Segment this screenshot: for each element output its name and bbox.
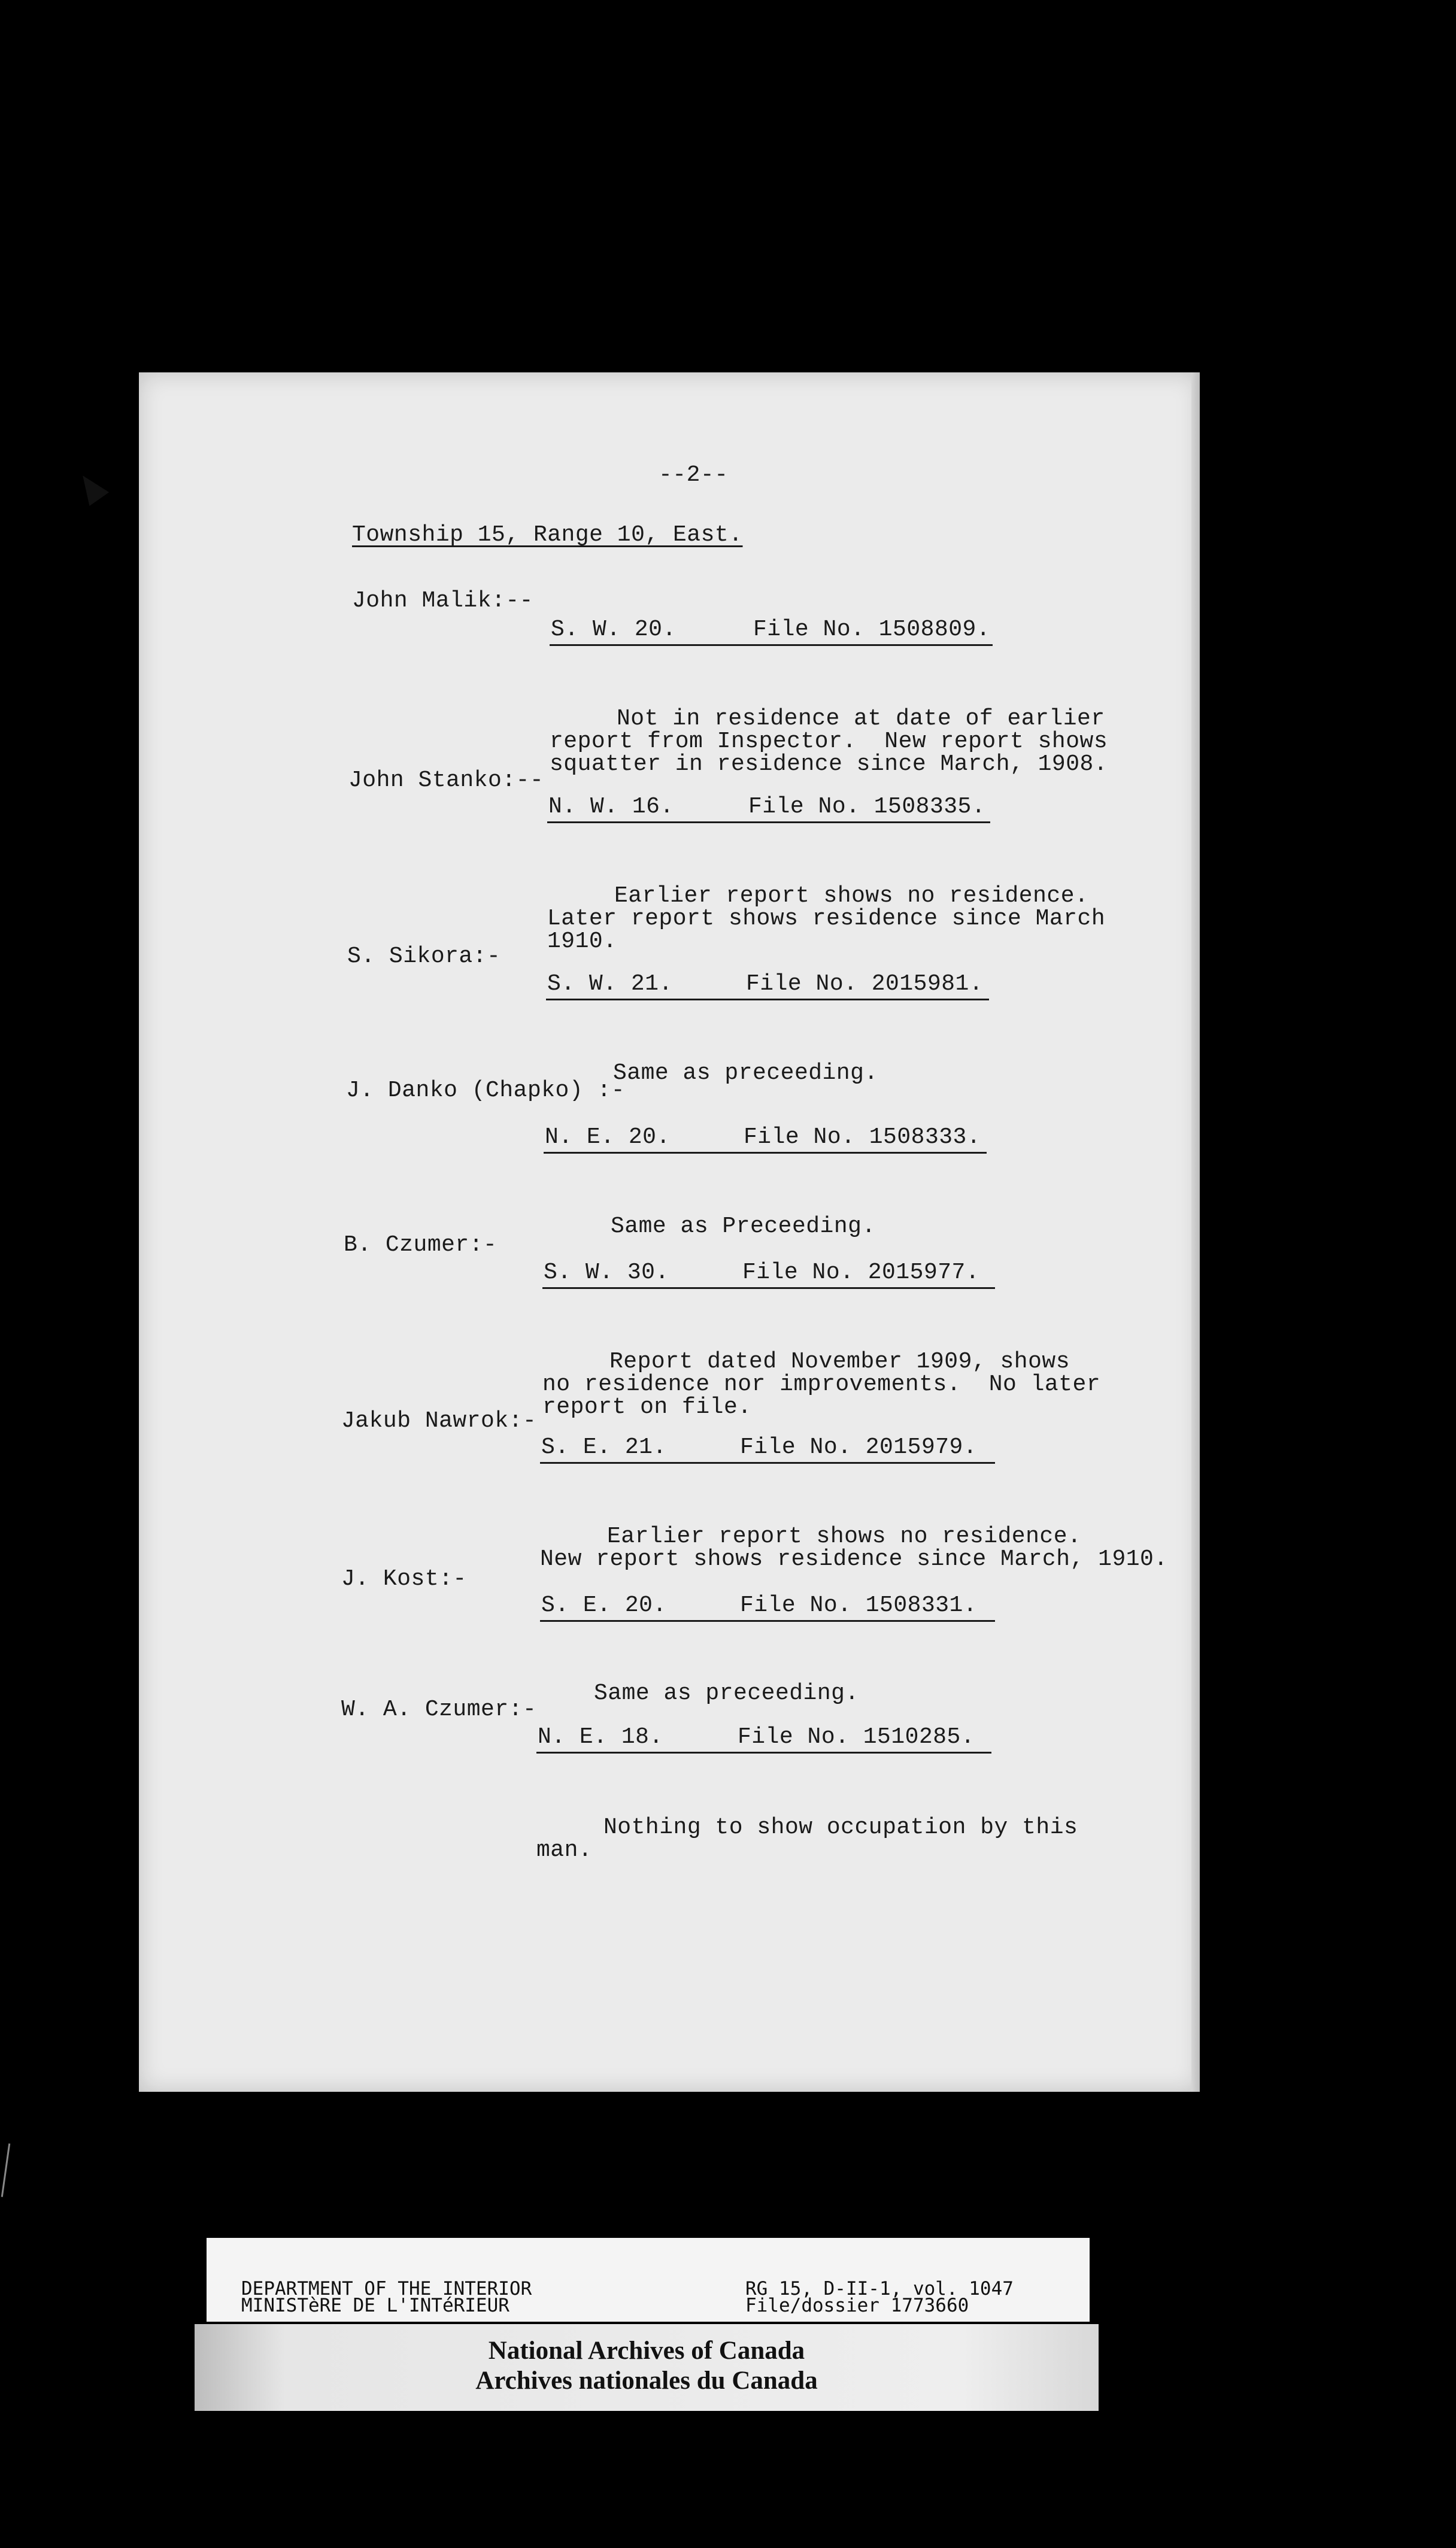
entry-body: Report dated November 1909, shows no residence nor improvements. No later report on file. [542,1349,1101,1420]
entry-rule [547,821,990,823]
entry-rule [542,1287,995,1289]
archives-banner [195,2324,1099,2411]
scan-artifact [1,2143,10,2197]
record-group-ref: RG 15, D-II-1, vol. 1047 [745,2278,1014,2300]
department-en: DEPARTMENT OF THE INTERIOR [241,2278,532,2300]
entry-name: Jakub Nawrok:- [341,1408,537,1434]
archives-name-en: National Archives of Canada [488,2337,805,2365]
entry-file: File No. 1508335. [748,794,986,820]
archives-name-fr: Archives nationales du Canada [475,2367,818,2395]
entry-body: Same as preceeding. [613,1060,878,1086]
page-edge-shadow [1191,372,1200,2092]
entry-rule [544,1152,987,1154]
entry-name: W. A. Czumer:- [341,1697,537,1722]
entry-body: Nothing to show occupation by this man. [536,1815,1078,1863]
entry-file: File No. 1508333. [744,1124,981,1150]
entry-name: John Stanko:-- [348,768,544,793]
entry-name: J. Kost:- [341,1566,467,1592]
entry-land: S. W. 21. [547,971,673,997]
page-number: --2-- [659,462,729,488]
entry-rule [550,644,993,646]
entry-file: File No. 2015977. [742,1260,980,1285]
file-dossier-ref: File/dossier 1773660 [745,2295,969,2316]
entry-body: Earlier report shows no residence. Later report shows residence since March 1910. [547,883,1106,954]
department-fr: MINISTèRE DE L'INTéRIEUR [241,2295,509,2316]
entry-rule [536,1752,991,1754]
township-heading: Township 15, Range 10, East. [352,522,743,548]
archive-reference-strip [207,2238,1090,2322]
entry-file: File No. 2015979. [740,1434,978,1460]
entry-land: N. W. 16. [548,794,674,820]
entry-file: File No. 1508331. [740,1592,978,1618]
entry-land: N. E. 20. [545,1124,671,1150]
entry-rule [540,1462,995,1464]
entry-file: File No. 1508809. [753,617,991,642]
entry-rule [546,999,989,1000]
entry-body: Earlier report shows no residence. New report shows residence since March, 1910. [540,1524,1168,1572]
entry-file: File No. 1510285. [738,1724,975,1750]
entry-land: S. W. 30. [544,1260,669,1285]
entry-body: Same as preceeding. [594,1681,859,1706]
entry-name: S. Sikora:- [347,944,501,969]
entry-name: J. Danko (Chapko) :- [346,1078,626,1103]
entry-land: S. E. 21. [541,1434,667,1460]
entry-name: B. Czumer:- [344,1232,498,1258]
entry-file: File No. 2015981. [746,971,984,997]
entry-body: Same as Preceeding. [611,1214,876,1239]
corner-mark-icon [73,469,109,506]
entry-land: S. E. 20. [541,1592,667,1618]
entry-land: N. E. 18. [538,1724,663,1750]
entry-rule [540,1620,995,1622]
entry-body: Not in residence at date of earlier report from Inspector. New report shows squatter in residence since March, 1908. [550,706,1108,777]
entry-land: S. W. 20. [551,617,677,642]
entry-name: John Malik:-- [352,588,533,614]
